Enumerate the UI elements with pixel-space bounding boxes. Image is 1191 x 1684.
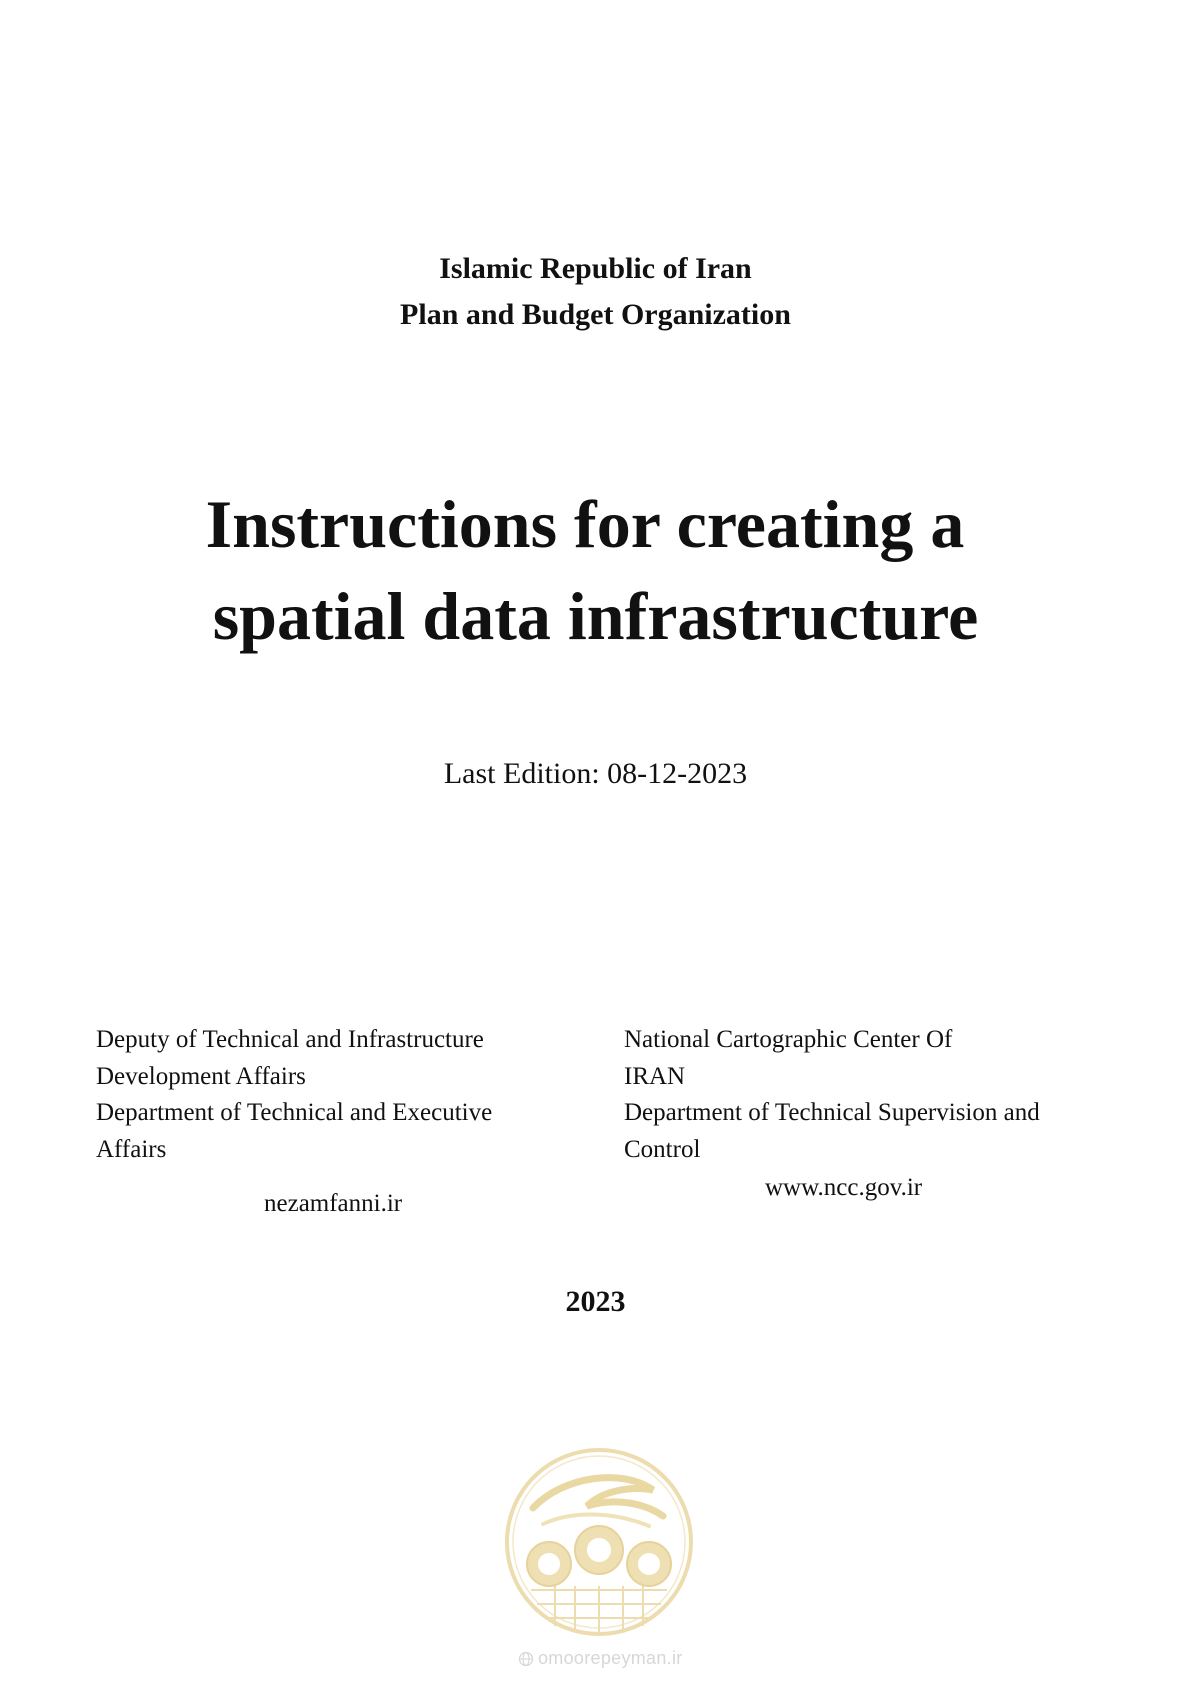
watermark-domain-text: omoorepeyman.ir bbox=[538, 1648, 683, 1668]
country-name: Islamic Republic of Iran bbox=[439, 252, 752, 285]
right-block-line: Control bbox=[624, 1135, 701, 1163]
organization-name: Plan and Budget Organization bbox=[400, 298, 791, 331]
right-block-line: Department of Technical Supervision and bbox=[624, 1099, 1040, 1126]
right-website: www.ncc.gov.ir bbox=[765, 1174, 923, 1201]
document-title-line-1: Instructions for creating a bbox=[205, 486, 965, 562]
document-title-line-2: spatial data infrastructure bbox=[212, 578, 979, 654]
edition-date: Last Edition: 08-12-2023 bbox=[443, 757, 748, 790]
publication-year: 2023 bbox=[565, 1285, 626, 1318]
watermark-logo-icon bbox=[503, 1446, 695, 1638]
left-block-line: Development Affairs bbox=[96, 1062, 306, 1090]
right-block-line: National Cartographic Center Of bbox=[624, 1026, 953, 1053]
left-website: nezamfanni.ir bbox=[264, 1190, 403, 1217]
right-block-line: IRAN bbox=[624, 1062, 686, 1090]
left-block-line: Department of Technical and Executive bbox=[96, 1099, 493, 1126]
left-block-line: Affairs bbox=[96, 1135, 167, 1163]
globe-icon bbox=[518, 1651, 534, 1667]
left-block-line: Deputy of Technical and Infrastructure bbox=[96, 1026, 484, 1053]
watermark-logo bbox=[503, 1446, 695, 1638]
left-authority-block bbox=[96, 1022, 492, 1168]
watermark-domain bbox=[518, 1648, 683, 1669]
right-authority-block bbox=[624, 1022, 1040, 1168]
